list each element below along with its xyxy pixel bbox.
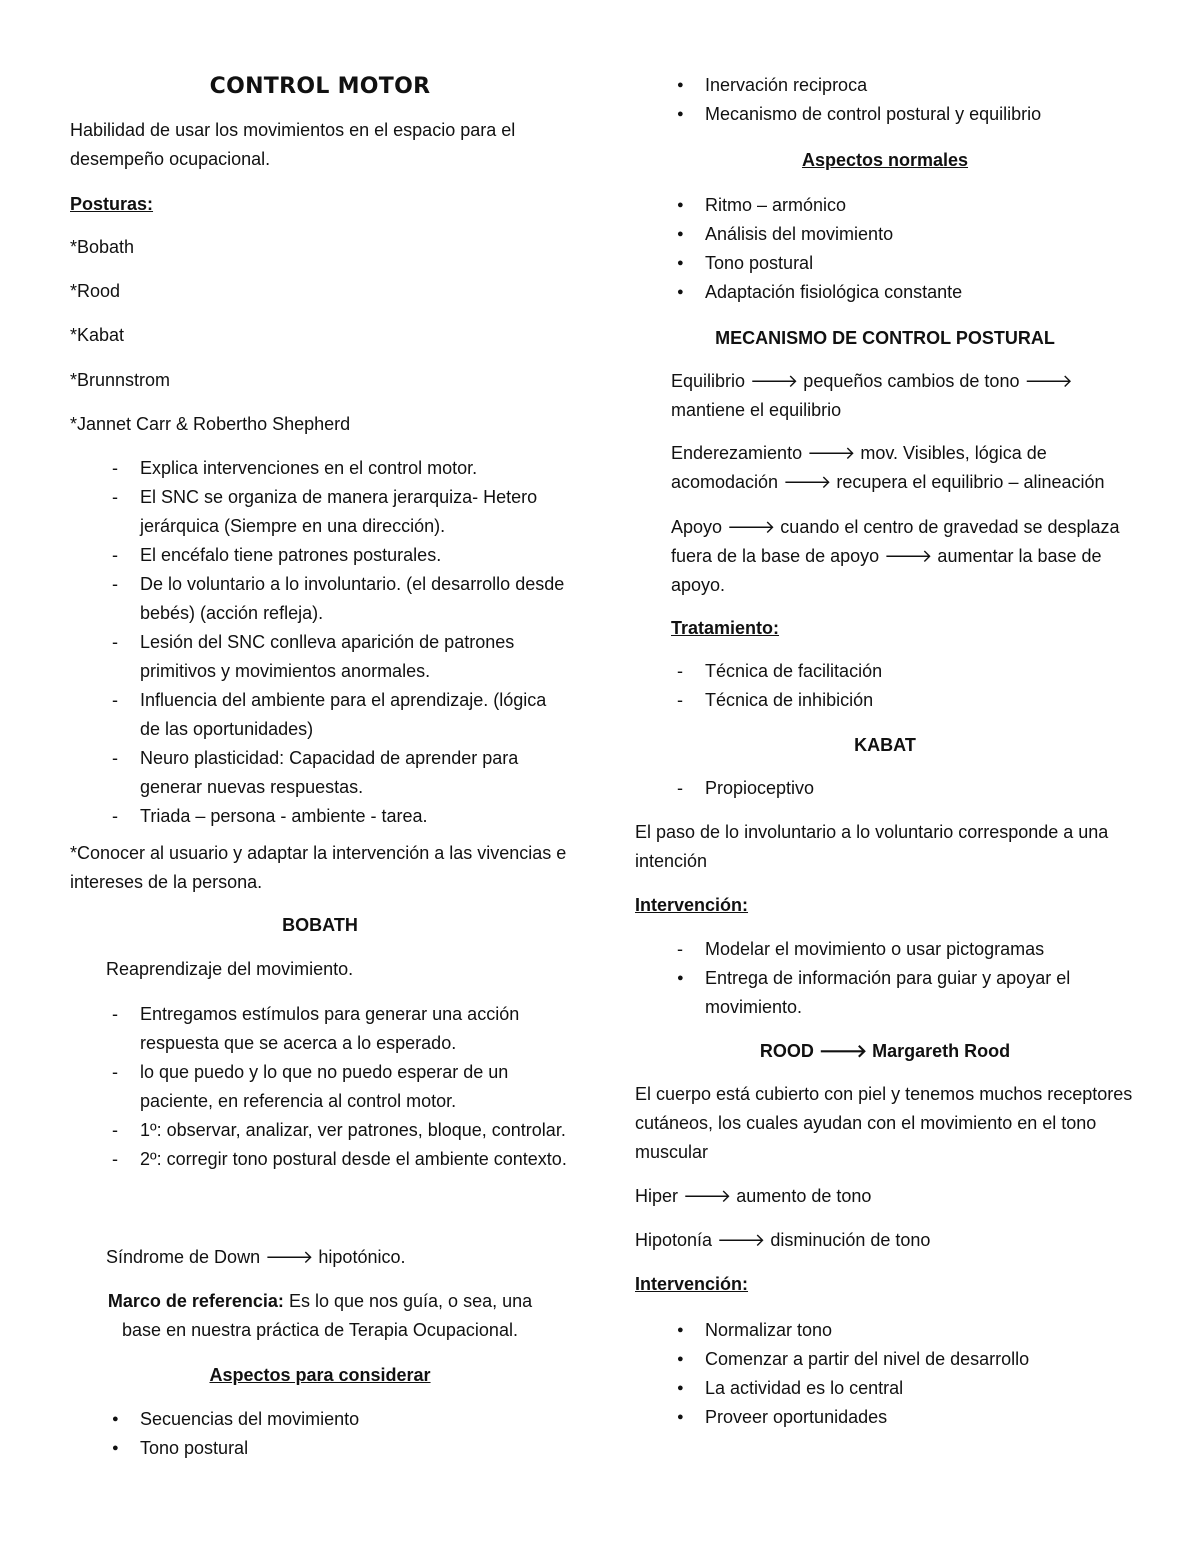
list-item: ● Comenzar a partir del nivel de desarrollo	[635, 1345, 1135, 1374]
hiper-line: Hiper 🡒 aumento de tono	[635, 1186, 872, 1206]
list-item: ● Mecanismo de control postural y equilibrio	[635, 100, 1135, 129]
tratamiento-heading: Tratamiento:	[671, 618, 780, 638]
down-label: Síndrome de Down	[106, 1247, 261, 1267]
aspectos-heading: Aspectos para considerar	[209, 1365, 431, 1385]
intervencion2-list	[635, 1316, 1135, 1432]
carr-points-list	[70, 454, 570, 831]
list-item: - lo que puedo y lo que no puedo esperar de un paciente, en referencia al control motor.	[70, 1058, 570, 1116]
intervencion-heading: Intervención:	[635, 1274, 749, 1294]
list-item: - Lesión del SNC conlleva aparición de patrones primitivos y movimientos anormales.	[70, 628, 570, 686]
down-line	[70, 1243, 570, 1272]
aspectos-list	[70, 1405, 570, 1463]
down-value: hipotónico.	[318, 1247, 406, 1267]
intervencion-heading: Intervención:	[635, 895, 749, 915]
list-item: ● Tono postural	[70, 1434, 570, 1463]
list-item: ● Normalizar tono	[635, 1316, 1135, 1345]
postura-item: *Jannet Carr & Robertho Shepherd	[70, 414, 351, 434]
hipotonia-line: Hipotonía 🡒 disminución de tono	[635, 1230, 931, 1250]
enderezamiento-paragraph: Enderezamiento 🡒 mov. Visibles, lógica de acomodación 🡒 recupera el equilibrio – alineación	[671, 443, 1105, 492]
posturas-heading: Posturas:	[70, 194, 154, 214]
bobath-heading: BOBATH	[282, 915, 358, 935]
normales-heading: Aspectos normales	[801, 150, 969, 170]
mecanismo-heading: MECANISMO DE CONTROL POSTURAL	[715, 328, 1055, 348]
marco-label: Marco de referencia:	[107, 1291, 284, 1311]
apoyo-paragraph: Apoyo 🡒 cuando el centro de gravedad se desplaza fuera de la base de apoyo 🡒 aumentar la base de apoyo.	[671, 517, 1120, 595]
list-item: ● La actividad es lo central	[635, 1374, 1135, 1403]
list-item: - Influencia del ambiente para el aprendizaje. (lógica de las oportunidades)	[70, 686, 570, 744]
equilibrio-paragraph: Equilibrio 🡒 pequeños cambios de tono 🡒 mantiene el equilibrio	[671, 371, 1073, 420]
postura-item: *Rood	[70, 281, 121, 301]
normales-list	[635, 191, 1135, 307]
marco-paragraph	[70, 1287, 570, 1345]
list-item: - Explica intervenciones en el control motor.	[70, 454, 570, 483]
postura-item: *Brunnstrom	[70, 370, 171, 390]
list-item: - El SNC se organiza de manera jerarquiza- Hetero jerárquica (Siempre en una dirección).	[70, 483, 570, 541]
rood-heading: ROOD 🡒 Margareth Rood	[759, 1041, 1011, 1061]
postura-item: *Bobath	[70, 237, 135, 257]
list-item: - Técnica de facilitación	[635, 657, 1135, 686]
kabat-heading: KABAT	[854, 735, 916, 755]
bobath-points-list	[70, 1000, 570, 1174]
paso-paragraph: El paso de lo involuntario a lo voluntario corresponde a una intención	[635, 822, 1109, 871]
conocer-paragraph: *Conocer al usuario y adaptar la intervención a las vivencias e intereses de la persona.	[70, 843, 567, 892]
list-item: ● Proveer oportunidades	[635, 1403, 1135, 1432]
document-title: CONTROL MOTOR	[209, 74, 431, 99]
list-item: - De lo voluntario a lo involuntario. (el desarrollo desde bebés) (acción refleja).	[70, 570, 570, 628]
list-item: - Propioceptivo	[635, 774, 1135, 803]
intro-paragraph: Habilidad de usar los movimientos en el espacio para el desempeño ocupacional.	[70, 120, 516, 169]
list-item: ● Tono postural	[635, 249, 1135, 278]
marco-text: Es lo que nos guía, o sea, una base en nuestra práctica de Terapia Ocupacional.	[122, 1291, 533, 1340]
kabat-list	[635, 774, 1135, 803]
list-item: ● Secuencias del movimiento	[70, 1405, 570, 1434]
list-item: - El encéfalo tiene patrones posturales.	[70, 541, 570, 570]
list-item: ● Inervación reciproca	[635, 71, 1135, 100]
intervencion-bullet-list	[635, 964, 1135, 1022]
rood-paragraph: El cuerpo está cubierto con piel y tenemos muchos receptores cutáneos, los cuales ayudan con el movimiento en el tono muscular	[635, 1084, 1133, 1162]
arrow-right-icon: 🡒	[265, 1247, 314, 1267]
list-item: ● Ritmo – armónico	[635, 191, 1135, 220]
tratamiento-list	[635, 657, 1135, 715]
list-item: - Técnica de inhibición	[635, 686, 1135, 715]
list-item: - Neuro plasticidad: Capacidad de aprender para generar nuevas respuestas.	[70, 744, 570, 802]
list-item: - 1º: observar, analizar, ver patrones, bloque, controlar.	[70, 1116, 570, 1145]
list-item: - Triada – persona - ambiente - tarea.	[70, 802, 570, 831]
bobath-intro: Reaprendizaje del movimiento.	[106, 959, 354, 979]
list-item: - Modelar el movimiento o usar pictogramas	[635, 935, 1135, 964]
intervencion-dash-list	[635, 935, 1135, 964]
list-item: - Entregamos estímulos para generar una acción respuesta que se acerca a lo esperado.	[70, 1000, 570, 1058]
list-item: ● Entrega de información para guiar y apoyar el movimiento.	[635, 964, 1135, 1022]
list-item: - 2º: corregir tono postural desde el ambiente contexto.	[70, 1145, 570, 1174]
list-item: ● Adaptación fisiológica constante	[635, 278, 1135, 307]
list-item: ● Análisis del movimiento	[635, 220, 1135, 249]
postura-item: *Kabat	[70, 325, 125, 345]
top-items-list	[635, 71, 1135, 129]
